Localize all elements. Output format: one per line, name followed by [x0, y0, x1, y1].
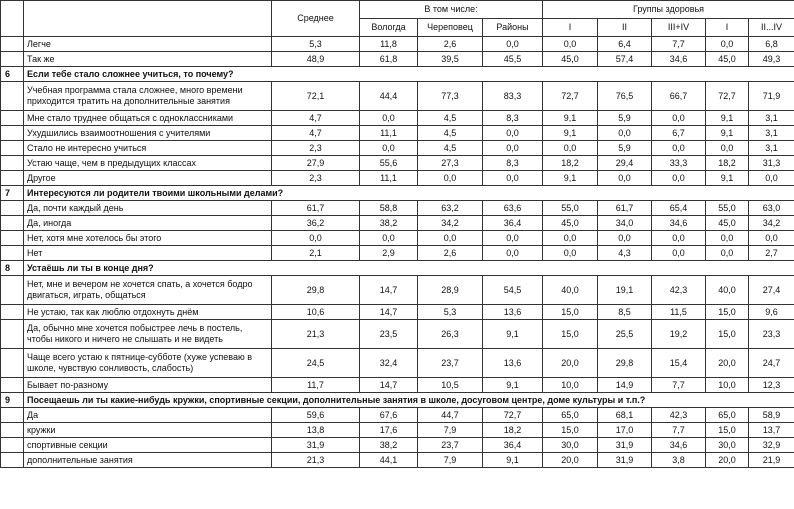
value-cell: 0,0 — [706, 246, 749, 261]
table-row — [1, 171, 794, 186]
value-cell: 20,0 — [706, 349, 749, 378]
value-cell: 0,0 — [749, 231, 794, 246]
value-cell: 8,3 — [483, 111, 543, 126]
table-row — [1, 378, 794, 393]
value-cell: 40,0 — [543, 276, 598, 305]
value-cell: 4,5 — [418, 126, 483, 141]
value-cell: 48,9 — [272, 52, 360, 67]
value-cell: 72,7 — [543, 82, 598, 111]
value-cell: 9,1 — [543, 126, 598, 141]
answer-label: спортивные секции — [24, 438, 272, 453]
value-cell: 76,5 — [598, 82, 652, 111]
value-cell: 42,3 — [652, 276, 706, 305]
value-cell: 15,4 — [652, 349, 706, 378]
header-group: I — [706, 19, 749, 37]
value-cell: 13,8 — [272, 423, 360, 438]
header-num-cell — [1, 1, 24, 37]
value-cell: 31,9 — [598, 438, 652, 453]
value-cell: 72,7 — [706, 82, 749, 111]
value-cell: 45,0 — [706, 216, 749, 231]
value-cell: 17,0 — [598, 423, 652, 438]
value-cell: 9,1 — [483, 453, 543, 468]
value-cell: 11,8 — [360, 37, 418, 52]
value-cell: 7,7 — [652, 37, 706, 52]
value-cell: 2,1 — [272, 246, 360, 261]
row-num-cell — [1, 423, 24, 438]
section-row — [1, 261, 794, 276]
value-cell: 0,0 — [483, 126, 543, 141]
value-cell: 55,6 — [360, 156, 418, 171]
answer-label: Учебная программа стала сложнее, много времени приходится тратить на дополнительные занятия — [24, 82, 272, 111]
table-row — [1, 126, 794, 141]
value-cell: 15,0 — [543, 305, 598, 320]
table-row — [1, 423, 794, 438]
value-cell: 3,1 — [749, 141, 794, 156]
value-cell: 0,0 — [706, 37, 749, 52]
value-cell: 49,3 — [749, 52, 794, 67]
value-cell: 2,6 — [418, 246, 483, 261]
value-cell: 3,1 — [749, 111, 794, 126]
answer-label: Так же — [24, 52, 272, 67]
value-cell: 29,8 — [272, 276, 360, 305]
header-group: II...IV — [749, 19, 794, 37]
row-num-cell — [1, 246, 24, 261]
value-cell: 34,0 — [598, 216, 652, 231]
value-cell: 6,7 — [652, 126, 706, 141]
value-cell: 8,5 — [598, 305, 652, 320]
row-num-cell — [1, 171, 24, 186]
value-cell: 15,0 — [706, 423, 749, 438]
value-cell: 6,8 — [749, 37, 794, 52]
answer-label: Стало не интересно учиться — [24, 141, 272, 156]
value-cell: 4,7 — [272, 111, 360, 126]
section-number: 6 — [1, 67, 24, 82]
value-cell: 20,0 — [543, 453, 598, 468]
value-cell: 21,3 — [272, 320, 360, 349]
value-cell: 18,2 — [483, 423, 543, 438]
value-cell: 55,0 — [543, 201, 598, 216]
table-row — [1, 82, 794, 111]
section-number: 7 — [1, 186, 24, 201]
value-cell: 45,0 — [706, 52, 749, 67]
value-cell: 14,7 — [360, 276, 418, 305]
value-cell: 63,2 — [418, 201, 483, 216]
value-cell: 38,2 — [360, 216, 418, 231]
value-cell: 15,0 — [706, 305, 749, 320]
value-cell: 66,7 — [652, 82, 706, 111]
row-num-cell — [1, 231, 24, 246]
table-row — [1, 111, 794, 126]
answer-label: дополнительные занятия — [24, 453, 272, 468]
value-cell: 72,7 — [483, 408, 543, 423]
value-cell: 65,0 — [543, 408, 598, 423]
value-cell: 58,8 — [360, 201, 418, 216]
value-cell: 7,7 — [652, 378, 706, 393]
value-cell: 11,1 — [360, 126, 418, 141]
value-cell: 3,1 — [749, 126, 794, 141]
value-cell: 13,6 — [483, 305, 543, 320]
row-num-cell — [1, 216, 24, 231]
value-cell: 4,7 — [272, 126, 360, 141]
value-cell: 34,2 — [418, 216, 483, 231]
value-cell: 0,0 — [652, 111, 706, 126]
value-cell: 58,9 — [749, 408, 794, 423]
answer-label: Чаще всего устаю к пятнице-субботе (хуже успеваю в школе, чувствую сонливость, слабость) — [24, 349, 272, 378]
value-cell: 7,9 — [418, 423, 483, 438]
value-cell: 63,0 — [749, 201, 794, 216]
value-cell: 0,0 — [483, 246, 543, 261]
value-cell: 65,4 — [652, 201, 706, 216]
table-row — [1, 201, 794, 216]
value-cell: 42,3 — [652, 408, 706, 423]
row-num-cell — [1, 82, 24, 111]
value-cell: 30,0 — [543, 438, 598, 453]
row-num-cell — [1, 438, 24, 453]
value-cell: 71,9 — [749, 82, 794, 111]
value-cell: 5,9 — [598, 111, 652, 126]
row-num-cell — [1, 349, 24, 378]
value-cell: 10,5 — [418, 378, 483, 393]
answer-label: кружки — [24, 423, 272, 438]
value-cell: 0,0 — [418, 171, 483, 186]
value-cell: 45,0 — [543, 52, 598, 67]
value-cell: 4,5 — [418, 111, 483, 126]
answer-label: Мне стало труднее общаться с одноклассниками — [24, 111, 272, 126]
value-cell: 45,5 — [483, 52, 543, 67]
header-label-cell — [24, 1, 272, 37]
table-row — [1, 438, 794, 453]
answer-label: Да — [24, 408, 272, 423]
value-cell: 26,3 — [418, 320, 483, 349]
row-num-cell — [1, 111, 24, 126]
value-cell: 61,7 — [598, 201, 652, 216]
value-cell: 27,4 — [749, 276, 794, 305]
value-cell: 0,0 — [598, 171, 652, 186]
value-cell: 44,1 — [360, 453, 418, 468]
value-cell: 10,6 — [272, 305, 360, 320]
row-num-cell — [1, 37, 24, 52]
row-num-cell — [1, 52, 24, 67]
value-cell: 0,0 — [749, 171, 794, 186]
value-cell: 72,1 — [272, 82, 360, 111]
table-row — [1, 52, 794, 67]
table-body — [1, 37, 794, 468]
value-cell: 23,5 — [360, 320, 418, 349]
value-cell: 67,6 — [360, 408, 418, 423]
table-row — [1, 216, 794, 231]
value-cell: 34,2 — [749, 216, 794, 231]
header-city: Череповец — [418, 19, 483, 37]
header-mean: Среднее — [272, 1, 360, 37]
value-cell: 0,0 — [543, 141, 598, 156]
value-cell: 0,0 — [543, 246, 598, 261]
value-cell: 23,7 — [418, 438, 483, 453]
value-cell: 30,0 — [706, 438, 749, 453]
value-cell: 20,0 — [543, 349, 598, 378]
row-num-cell — [1, 408, 24, 423]
value-cell: 38,2 — [360, 438, 418, 453]
value-cell: 11,7 — [272, 378, 360, 393]
row-num-cell — [1, 141, 24, 156]
section-number: 8 — [1, 261, 24, 276]
answer-label: Другое — [24, 171, 272, 186]
row-num-cell — [1, 276, 24, 305]
value-cell: 0,0 — [360, 141, 418, 156]
value-cell: 0,0 — [360, 111, 418, 126]
table-row — [1, 276, 794, 305]
value-cell: 24,5 — [272, 349, 360, 378]
value-cell: 0,0 — [418, 231, 483, 246]
value-cell: 9,1 — [483, 320, 543, 349]
table-row — [1, 246, 794, 261]
value-cell: 2,7 — [749, 246, 794, 261]
table-row — [1, 408, 794, 423]
value-cell: 45,0 — [543, 216, 598, 231]
value-cell: 32,4 — [360, 349, 418, 378]
value-cell: 65,0 — [706, 408, 749, 423]
value-cell: 0,0 — [483, 141, 543, 156]
row-num-cell — [1, 201, 24, 216]
answer-label: Бывает по-разному — [24, 378, 272, 393]
value-cell: 0,0 — [543, 37, 598, 52]
header-city: Вологда — [360, 19, 418, 37]
value-cell: 15,0 — [706, 320, 749, 349]
answer-label: Да, обычно мне хочется побыстрее лечь в постель, чтобы никого и ничего не слышать и не видеть — [24, 320, 272, 349]
value-cell: 10,0 — [543, 378, 598, 393]
value-cell: 77,3 — [418, 82, 483, 111]
value-cell: 61,7 — [272, 201, 360, 216]
value-cell: 9,1 — [706, 111, 749, 126]
table-row — [1, 141, 794, 156]
value-cell: 2,9 — [360, 246, 418, 261]
row-num-cell — [1, 305, 24, 320]
value-cell: 8,3 — [483, 156, 543, 171]
value-cell: 2,3 — [272, 171, 360, 186]
value-cell: 17,6 — [360, 423, 418, 438]
value-cell: 31,3 — [749, 156, 794, 171]
value-cell: 6,4 — [598, 37, 652, 52]
answer-label: Да, почти каждый день — [24, 201, 272, 216]
value-cell: 13,7 — [749, 423, 794, 438]
row-num-cell — [1, 156, 24, 171]
value-cell: 9,1 — [706, 126, 749, 141]
value-cell: 34,6 — [652, 438, 706, 453]
row-num-cell — [1, 126, 24, 141]
section-question: Посещаешь ли ты какие-нибудь кружки, спортивные секции, дополнительные занятия в школе, досуговом центре, доме культуры и т.п.? — [24, 393, 794, 408]
table-row — [1, 231, 794, 246]
value-cell: 21,3 — [272, 453, 360, 468]
answer-label: Нет — [24, 246, 272, 261]
value-cell: 83,3 — [483, 82, 543, 111]
value-cell: 21,9 — [749, 453, 794, 468]
value-cell: 7,9 — [418, 453, 483, 468]
section-row — [1, 393, 794, 408]
value-cell: 9,1 — [543, 111, 598, 126]
section-row — [1, 186, 794, 201]
row-num-cell — [1, 378, 24, 393]
value-cell: 9,1 — [706, 171, 749, 186]
value-cell: 24,7 — [749, 349, 794, 378]
value-cell: 9,1 — [483, 378, 543, 393]
value-cell: 11,5 — [652, 305, 706, 320]
value-cell: 61,8 — [360, 52, 418, 67]
section-question: Если тебе стало сложнее учиться, то почему? — [24, 67, 794, 82]
value-cell: 0,0 — [598, 126, 652, 141]
answer-label: Да, иногда — [24, 216, 272, 231]
value-cell: 2,3 — [272, 141, 360, 156]
answer-label: Не устаю, так как люблю отдохнуть днём — [24, 305, 272, 320]
value-cell: 0,0 — [272, 231, 360, 246]
answer-label: Нет, мне и вечером не хочется спать, а хочется бодро двигаться, играть, общаться — [24, 276, 272, 305]
value-cell: 19,2 — [652, 320, 706, 349]
value-cell: 10,0 — [706, 378, 749, 393]
value-cell: 27,9 — [272, 156, 360, 171]
value-cell: 14,7 — [360, 378, 418, 393]
value-cell: 18,2 — [706, 156, 749, 171]
value-cell: 27,3 — [418, 156, 483, 171]
value-cell: 5,3 — [272, 37, 360, 52]
table-row — [1, 305, 794, 320]
table-row — [1, 453, 794, 468]
value-cell: 13,6 — [483, 349, 543, 378]
table-row — [1, 320, 794, 349]
value-cell: 0,0 — [652, 171, 706, 186]
value-cell: 15,0 — [543, 320, 598, 349]
value-cell: 7,7 — [652, 423, 706, 438]
value-cell: 44,4 — [360, 82, 418, 111]
table-row — [1, 37, 794, 52]
value-cell: 32,9 — [749, 438, 794, 453]
value-cell: 5,9 — [598, 141, 652, 156]
value-cell: 4,3 — [598, 246, 652, 261]
value-cell: 59,6 — [272, 408, 360, 423]
value-cell: 25,5 — [598, 320, 652, 349]
section-question: Интересуются ли родители твоими школьными делами? — [24, 186, 794, 201]
value-cell: 18,2 — [543, 156, 598, 171]
header-group: I — [543, 19, 598, 37]
value-cell: 29,4 — [598, 156, 652, 171]
header-group: II — [598, 19, 652, 37]
value-cell: 0,0 — [483, 171, 543, 186]
value-cell: 55,0 — [706, 201, 749, 216]
value-cell: 4,5 — [418, 141, 483, 156]
value-cell: 5,3 — [418, 305, 483, 320]
value-cell: 40,0 — [706, 276, 749, 305]
value-cell: 0,0 — [706, 141, 749, 156]
value-cell: 0,0 — [652, 231, 706, 246]
answer-label: Устаю чаще, чем в предыдущих классах — [24, 156, 272, 171]
value-cell: 0,0 — [543, 231, 598, 246]
value-cell: 14,7 — [360, 305, 418, 320]
header-health-groups: Группы здоровья — [543, 1, 794, 19]
answer-label: Легче — [24, 37, 272, 52]
row-num-cell — [1, 320, 24, 349]
value-cell: 11,1 — [360, 171, 418, 186]
value-cell: 31,9 — [272, 438, 360, 453]
value-cell: 34,6 — [652, 216, 706, 231]
value-cell: 3,8 — [652, 453, 706, 468]
value-cell: 0,0 — [652, 246, 706, 261]
value-cell: 14,9 — [598, 378, 652, 393]
value-cell: 12,3 — [749, 378, 794, 393]
value-cell: 39,5 — [418, 52, 483, 67]
value-cell: 0,0 — [706, 231, 749, 246]
value-cell: 0,0 — [598, 231, 652, 246]
answer-label: Ухудшились взаимоотношения с учителями — [24, 126, 272, 141]
value-cell: 63,6 — [483, 201, 543, 216]
value-cell: 36,4 — [483, 216, 543, 231]
header-group: III+IV — [652, 19, 706, 37]
header-including: В том числе: — [360, 1, 543, 19]
section-question: Устаёшь ли ты в конце дня? — [24, 261, 794, 276]
value-cell: 0,0 — [483, 231, 543, 246]
value-cell: 54,5 — [483, 276, 543, 305]
value-cell: 0,0 — [360, 231, 418, 246]
answer-label: Нет, хотя мне хотелось бы этого — [24, 231, 272, 246]
value-cell: 0,0 — [483, 37, 543, 52]
row-num-cell — [1, 453, 24, 468]
value-cell: 36,2 — [272, 216, 360, 231]
value-cell: 28,9 — [418, 276, 483, 305]
value-cell: 44,7 — [418, 408, 483, 423]
table-row — [1, 349, 794, 378]
value-cell: 9,6 — [749, 305, 794, 320]
value-cell: 9,1 — [543, 171, 598, 186]
value-cell: 2,6 — [418, 37, 483, 52]
section-row — [1, 67, 794, 82]
value-cell: 34,6 — [652, 52, 706, 67]
header-city: Районы — [483, 19, 543, 37]
value-cell: 29,8 — [598, 349, 652, 378]
table-row — [1, 156, 794, 171]
section-number: 9 — [1, 393, 24, 408]
value-cell: 19,1 — [598, 276, 652, 305]
value-cell: 68,1 — [598, 408, 652, 423]
value-cell: 15,0 — [543, 423, 598, 438]
value-cell: 57,4 — [598, 52, 652, 67]
value-cell: 20,0 — [706, 453, 749, 468]
value-cell: 23,7 — [418, 349, 483, 378]
value-cell: 33,3 — [652, 156, 706, 171]
value-cell: 36,4 — [483, 438, 543, 453]
value-cell: 23,3 — [749, 320, 794, 349]
value-cell: 0,0 — [652, 141, 706, 156]
value-cell: 31,9 — [598, 453, 652, 468]
